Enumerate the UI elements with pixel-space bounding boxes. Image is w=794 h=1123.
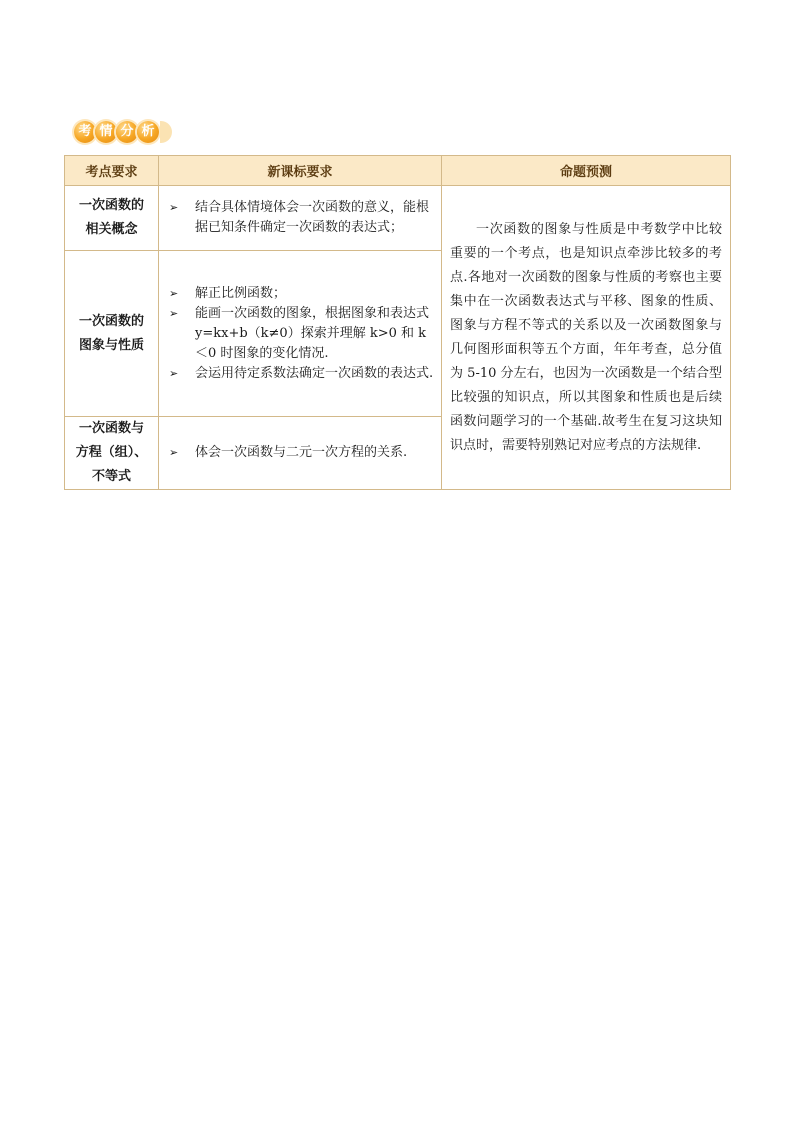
requirement-text: 结合具体情境体会一次函数的意义，能根据已知条件确定一次函数的表达式； (195, 200, 430, 235)
header-point: 考点要求 (65, 156, 159, 186)
point-line: 相关概念 (85, 222, 138, 237)
section-badge (74, 118, 172, 146)
prediction-cell (442, 186, 731, 490)
requirements-list (167, 198, 435, 238)
prediction-text: 一次函数的图象与性质是中考数学中比较重要的一个考点，也是知识点牵涉比较多的考点.各地对一次函数的图象与性质的考察也主要集中在一次函数表达式与平移、图象的性质、图象与方程不等式的关系以及一次函数图象与几何图形面积等五个方面，年年考查，总分值为 5-10 分左右，也因为一次函数是一个结合型比较强的知识点，所以其图象和性质也是后续函数问题学习的一个基础.故考生在复习这块知识点时，需要特别熟记对应考点的方法规律. (450, 221, 722, 453)
list-item (167, 443, 435, 463)
exam-analysis-table (64, 155, 731, 490)
requirements-cell (159, 186, 442, 251)
requirement-text: 体会一次函数与二元一次方程的关系. (195, 445, 408, 460)
requirements-list (167, 284, 435, 384)
table-header-row (65, 156, 731, 186)
list-item (167, 364, 435, 384)
badge-char-2: 情 (95, 121, 117, 143)
point-line: 一次函数的 (78, 198, 144, 213)
point-cell (65, 186, 159, 251)
requirement-text: 会运用待定系数法确定一次函数的表达式. (195, 365, 434, 381)
requirements-cell (159, 251, 442, 417)
requirement-text: 能画一次函数的图象，根据图象和表达式 y=kx+b（k≠0）探索并理解 k>0 和 k＜0 时图象的变化情况. (195, 305, 430, 361)
point-line: 一次函数与 (78, 421, 144, 436)
list-item (167, 198, 435, 238)
arrow-bullet-icon: ➢ (169, 306, 179, 320)
badge-tail-decoration (160, 121, 172, 143)
badge-char-3: 分 (116, 121, 138, 143)
point-line: 图象与性质 (78, 337, 144, 353)
header-requirements: 新课标要求 (159, 156, 442, 186)
point-line: 一次函数的 (78, 313, 144, 329)
table-row (65, 186, 731, 251)
requirements-cell (159, 417, 442, 490)
badge-char-4: 析 (137, 121, 159, 143)
arrow-bullet-icon: ➢ (169, 366, 179, 380)
requirement-text: 解正比例函数； (195, 285, 287, 301)
badge-char-1: 考 (74, 121, 96, 143)
list-item (167, 304, 435, 364)
arrow-bullet-icon: ➢ (169, 201, 179, 214)
exam-analysis-table-wrap (64, 155, 730, 490)
arrow-bullet-icon: ➢ (169, 286, 179, 300)
list-item (167, 284, 435, 304)
point-line: 方程（组）、 (75, 445, 148, 460)
requirements-list (167, 443, 435, 463)
point-cell (65, 417, 159, 490)
point-cell (65, 251, 159, 417)
arrow-bullet-icon: ➢ (169, 446, 179, 459)
point-line: 不等式 (91, 469, 131, 484)
header-prediction: 命题预测 (442, 156, 731, 186)
